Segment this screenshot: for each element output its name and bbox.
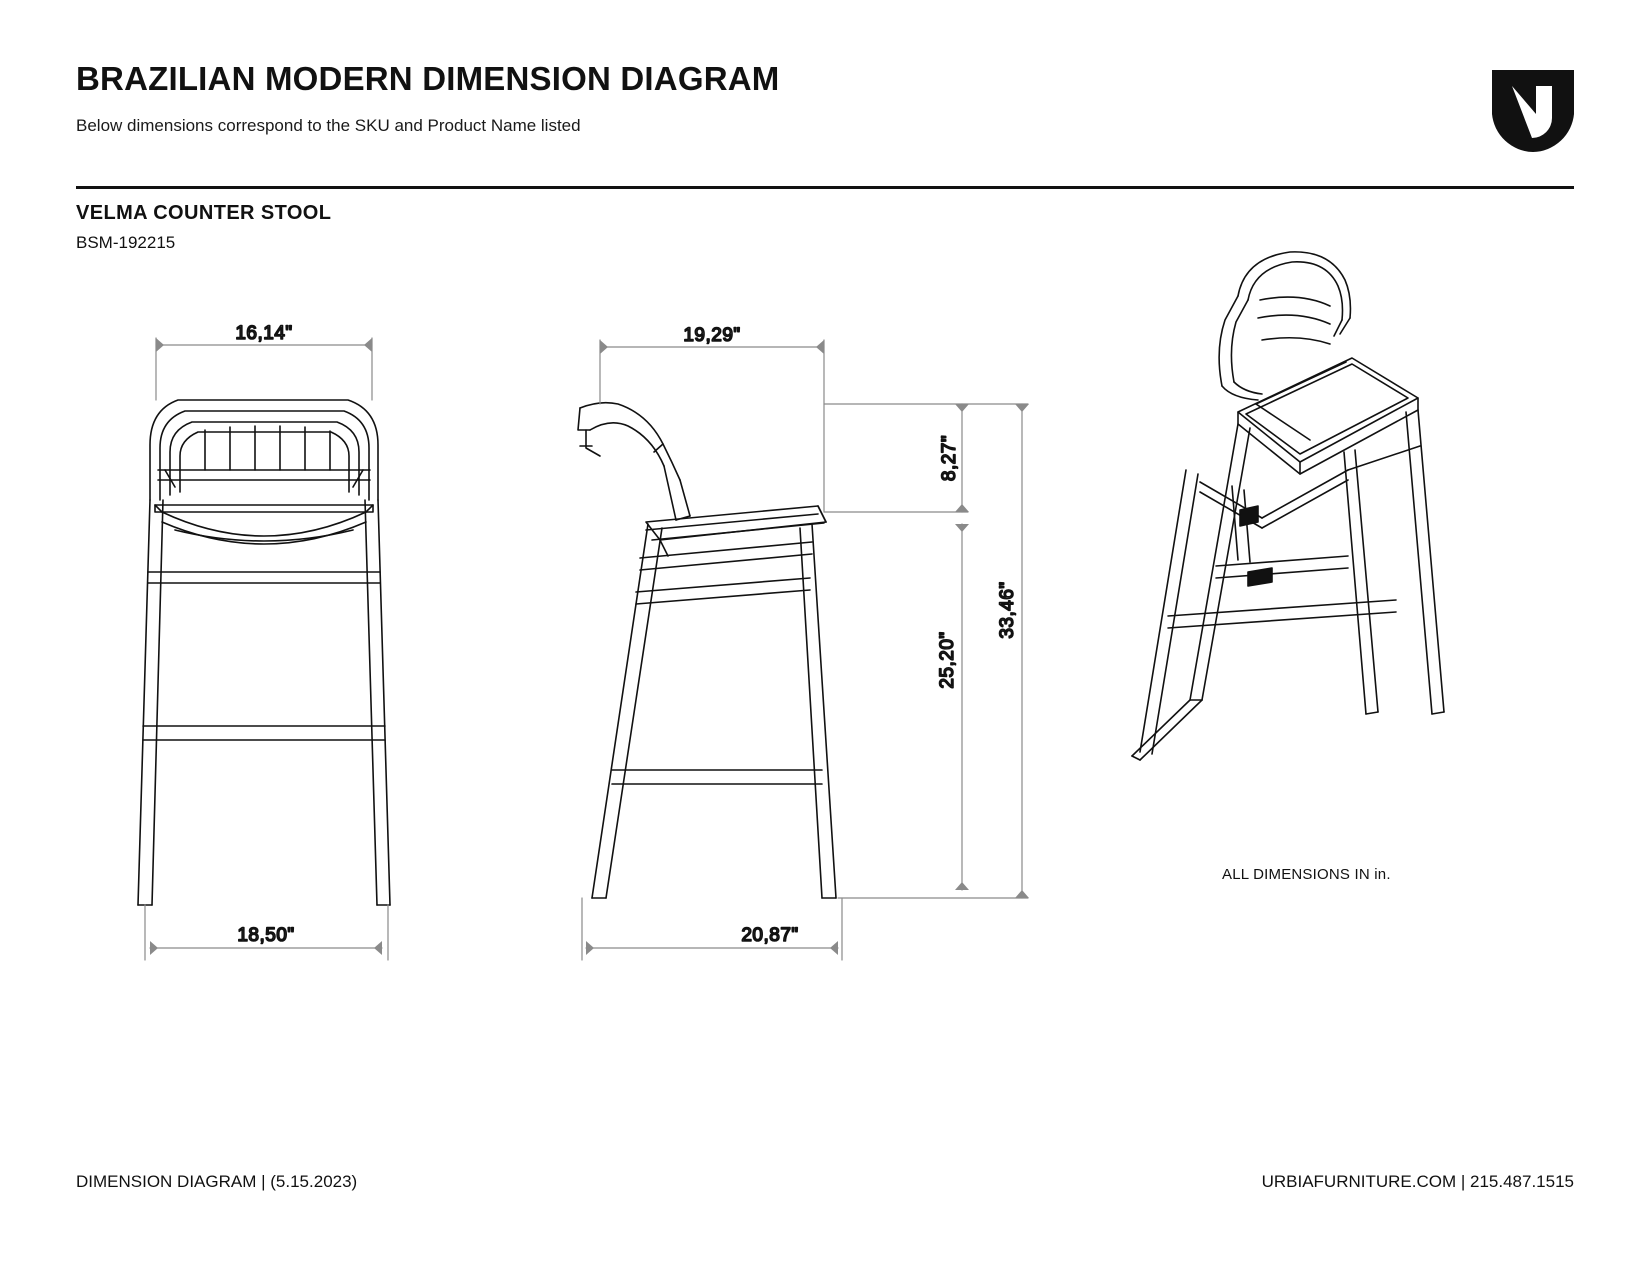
side-dim-33 <box>1015 404 1029 898</box>
side-dim-bottom-label: 20,87" <box>741 925 799 946</box>
header-divider <box>76 186 1574 189</box>
front-dim-bottom-label: 18,50" <box>237 925 295 946</box>
page-subtitle: Below dimensions correspond to the SKU and Product Name listed <box>76 116 581 135</box>
side-dim-25-label: 25,20" <box>937 631 958 689</box>
front-dim-top-label: 16,14" <box>235 323 293 344</box>
urbia-logo-icon <box>1490 68 1576 154</box>
front-dim-top <box>156 338 372 400</box>
front-dim-bottom <box>145 905 388 960</box>
side-dim-top-label: 19,29" <box>683 325 741 346</box>
product-sku: BSM-192215 <box>76 233 176 252</box>
side-dim-extension-lines <box>824 404 1028 898</box>
footer-left: DIMENSION DIAGRAM | (5.15.2023) <box>76 1172 358 1191</box>
page-title: BRAZILIAN MODERN DIMENSION DIAGRAM <box>76 60 780 97</box>
side-dim-33-label: 33,46" <box>997 581 1018 639</box>
units-note: ALL DIMENSIONS IN in. <box>1222 866 1391 883</box>
side-dim-8 <box>955 404 969 512</box>
product-block <box>76 202 331 253</box>
side-dim-top <box>600 340 824 512</box>
side-dim-25 <box>955 524 969 890</box>
front-view-stool <box>138 400 390 905</box>
product-name: VELMA COUNTER STOOL <box>76 202 332 224</box>
perspective-view-stool <box>1132 252 1444 760</box>
side-view-stool <box>578 403 836 898</box>
side-dim-bottom <box>582 898 842 960</box>
page-header <box>76 60 1576 136</box>
side-dim-8-label: 8,27" <box>939 434 960 482</box>
footer-right: URBIAFURNITURE.COM | 215.487.1515 <box>1261 1172 1574 1191</box>
